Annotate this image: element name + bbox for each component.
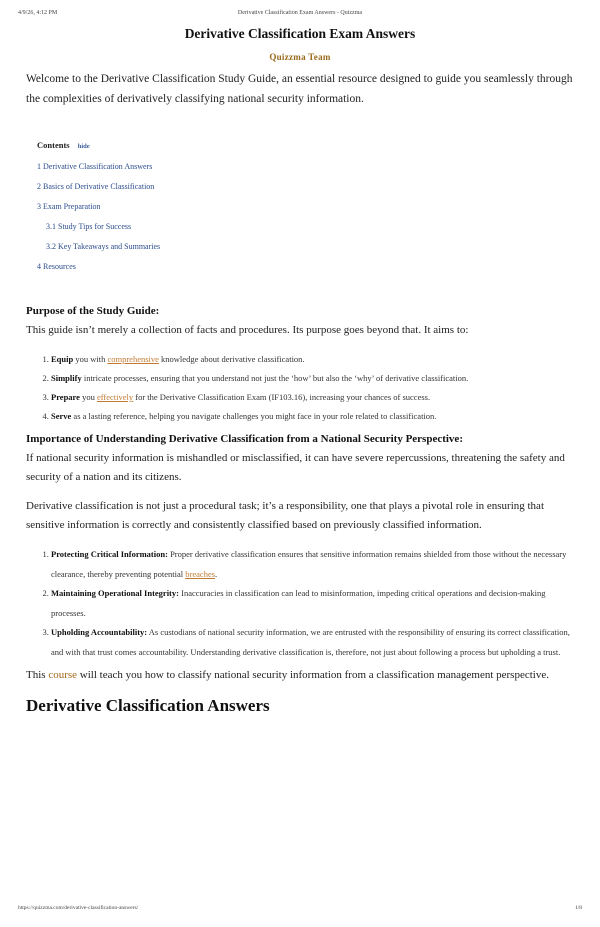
toc-item-basics[interactable]: 2 Basics of Derivative Classification [37, 182, 155, 191]
toc-heading: Contents [37, 140, 70, 150]
toc-item-resources[interactable]: 4 Resources [37, 262, 76, 271]
purpose-list [26, 350, 576, 426]
print-page-number: 1/8 [574, 905, 582, 911]
importance-paragraph-2: Derivative classification is not just a procedural task; it’s a responsibility, one that plays a pivotal role in ensuring that sensitive information is correctly and consistently classified based on previously classified information. [26, 500, 544, 531]
toc-header [37, 140, 576, 152]
toc-hide-toggle[interactable]: hide [77, 143, 90, 150]
toc-list [37, 162, 576, 282]
toc-item-exam-preparation[interactable]: 3 Exam Preparation [37, 202, 101, 211]
list-item: 1. Equip you with comprehensive knowledge about derivative classification. [51, 350, 576, 369]
print-datetime: 4/9/26, 4:12 PM [18, 10, 58, 16]
table-of-contents [37, 140, 576, 282]
list-item: 2. Simplify intricate processes, ensuring that you understand not just the ‘how’ but also the ‘why’ of derivative classification. [51, 369, 576, 388]
link-comprehensive[interactable]: comprehensive [107, 354, 159, 364]
article-title: Derivative Classification Exam Answers [184, 26, 416, 41]
list-item: 3. Upholding Accountability: As custodians of national security information, we are entrusted with the responsibility of ensuring its correct classification, and with that trust comes accountability. Understanding derivative classification is, therefore, not just about following a process but upholding a trust. [51, 623, 576, 662]
list-item: 4. Serve as a lasting reference, helping you navigate challenges you might face in your role related to classification. [51, 407, 576, 426]
article-body [26, 69, 576, 716]
link-course[interactable]: course [48, 669, 78, 681]
link-breaches[interactable]: breaches [185, 568, 216, 579]
list-item: 2. Maintaining Operational Integrity: Inaccuracies in classification can lead to misinformation, impeding critical operations and decision-making processes. [51, 584, 576, 623]
print-page-title: Derivative Classification Exam Answers - Quizzma [237, 10, 363, 16]
link-effectively[interactable]: effectively [96, 392, 134, 402]
article-author[interactable]: Quizzma Team [269, 52, 331, 62]
print-footer [0, 905, 600, 915]
importance-heading: Importance of Understanding Derivative Classification from a National Security Perspective: [26, 433, 463, 445]
section-heading-derivative-classification-answers: Derivative Classification Answers [26, 696, 270, 715]
purpose-heading: Purpose of the Study Guide: [26, 305, 160, 317]
course-paragraph: This course will teach you how to classify national security information from a classification management perspective. [26, 669, 549, 681]
print-header [0, 10, 600, 22]
list-item: 1. Protecting Critical Information: Proper derivative classification ensures that sensitive information remains shielded from those without the necessary clearance, thereby preventing potential breaches. [51, 545, 576, 584]
intro-paragraph: Welcome to the Derivative Classification Study Guide, an essential resource designed to guide you seamlessly through the complexities of derivatively classifying national security information. [26, 73, 573, 105]
importance-list [26, 545, 576, 662]
print-url: https://quizzma.com/derivative-classification-answers/ [18, 905, 139, 911]
importance-paragraph-1: If national security information is mishandled or misclassified, it can have severe repercussions, threatening the safety and security of a nation and its citizens. [26, 452, 565, 483]
toc-item-key-takeaways[interactable]: 3.2 Key Takeaways and Summaries [46, 242, 161, 251]
toc-item-derivative-classification-answers[interactable]: 1 Derivative Classification Answers [37, 162, 153, 171]
toc-item-study-tips[interactable]: 3.1 Study Tips for Success [46, 222, 132, 231]
purpose-paragraph: This guide isn’t merely a collection of facts and procedures. Its purpose goes beyond that. It aims to: [26, 324, 469, 336]
list-item: 3. Prepare you effectively for the Derivative Classification Exam (IF103.16), increasing your chances of success. [51, 388, 576, 407]
